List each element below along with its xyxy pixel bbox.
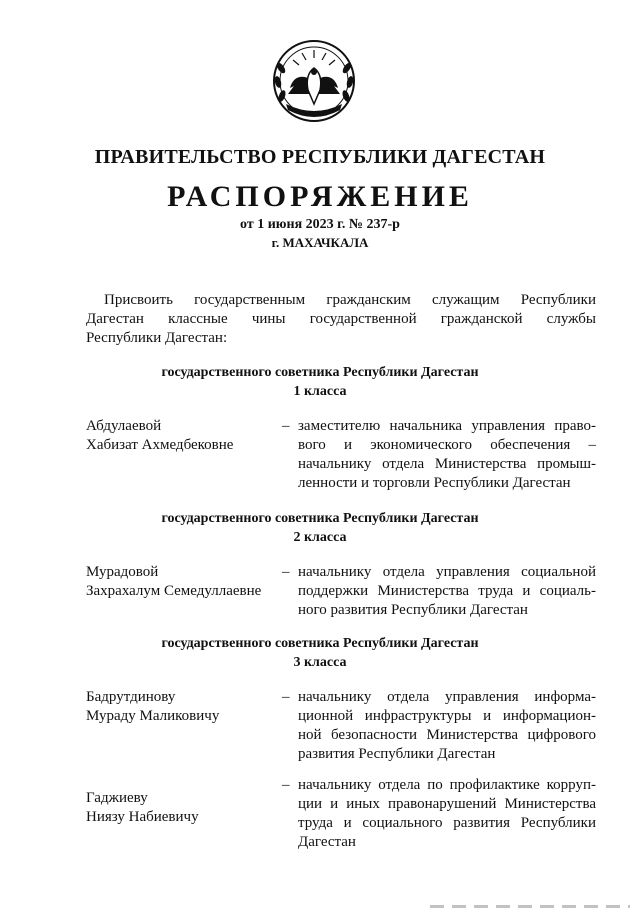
rank-heading: [0, 634, 640, 672]
date-and-number: от 1 июня 2023 г. № 237-р: [240, 217, 400, 232]
position-line: Дагестан: [298, 834, 356, 850]
government-title: ПРАВИТЕЛЬСТВО РЕСПУБЛИКИ ДАГЕСТАН: [94, 146, 546, 168]
appointee-given-name: Мураду Маликовичу: [86, 708, 220, 724]
appointee-surname: Мурадовой: [86, 564, 159, 580]
appointee-position: [298, 417, 596, 493]
intro-line: Присвоить государственным гражданским служащим Республики: [104, 292, 596, 308]
position-line: ции и иных правонарушений Министерства: [298, 796, 596, 812]
coat-of-arms-eagle-icon: [268, 38, 360, 124]
intro-line: Республики Дагестан:: [86, 330, 228, 346]
position-line: начальнику отдела управления социальной: [298, 564, 596, 580]
position-line: ного развития Республики Дагестан: [298, 602, 528, 618]
position-line: ной безопасности Министерства цифрового: [298, 727, 596, 743]
position-line: труда и социального развития Республики: [298, 815, 596, 831]
scan-artifact: [430, 905, 630, 908]
appointee-surname: Абдулаевой: [86, 418, 162, 434]
position-line: ционной инфраструктуры и информацион-: [298, 708, 596, 724]
position-line: начальнику отдела Министерства промыш-: [298, 456, 596, 472]
rank-heading-title: государственного советника Республики Дагестан: [161, 636, 479, 651]
rank-heading-title: государственного советника Республики Дагестан: [161, 365, 479, 380]
rank-heading-title: государственного советника Республики Дагестан: [161, 511, 479, 526]
appointee-name: [86, 563, 276, 601]
rank-heading-class: 3 класса: [293, 655, 347, 670]
rank-heading: [0, 363, 640, 401]
rank-heading-class: 2 класса: [293, 530, 347, 545]
position-line: ленности и торговли Республики Дагестан: [298, 475, 571, 491]
position-line: начальнику отдела управления информа-: [298, 689, 596, 705]
appointee-name: [86, 688, 276, 726]
appointee-surname: Гаджиеву: [86, 790, 148, 806]
entry-dash: –: [282, 564, 290, 580]
appointee-position: [298, 776, 596, 852]
appointee-surname: Бадрутдинову: [86, 689, 176, 705]
intro-line: Дагестан классные чины государственной гражданской службы: [86, 311, 596, 327]
position-line: заместителю начальника управления право-: [298, 418, 596, 434]
appointee-name: [86, 417, 276, 455]
appointee-given-name: Захрахалум Семедуллаевне: [86, 583, 262, 599]
position-line: поддержки Министерства труда и социаль-: [298, 583, 596, 599]
appointee-given-name: Ниязу Набиевичу: [86, 809, 199, 825]
entry-dash: –: [282, 777, 290, 793]
appointee-position: [298, 563, 596, 620]
position-line: вого и экономического обеспечения –: [298, 437, 596, 453]
appointee-position: [298, 688, 596, 764]
rank-heading-class: 1 класса: [293, 384, 347, 399]
position-line: развития Республики Дагестан: [298, 746, 496, 762]
position-line: начальнику отдела по профилактике корруп-: [298, 777, 596, 793]
city-line: г. МАХАЧКАЛА: [271, 235, 369, 250]
entry-dash: –: [282, 418, 290, 434]
document-type-title: РАСПОРЯЖЕНИЕ: [167, 180, 473, 213]
intro-paragraph: [86, 291, 596, 348]
rank-heading: [0, 509, 640, 547]
entry-dash: –: [282, 689, 290, 705]
appointee-given-name: Хабизат Ахмедбековне: [86, 437, 234, 453]
appointee-name: [86, 789, 276, 827]
